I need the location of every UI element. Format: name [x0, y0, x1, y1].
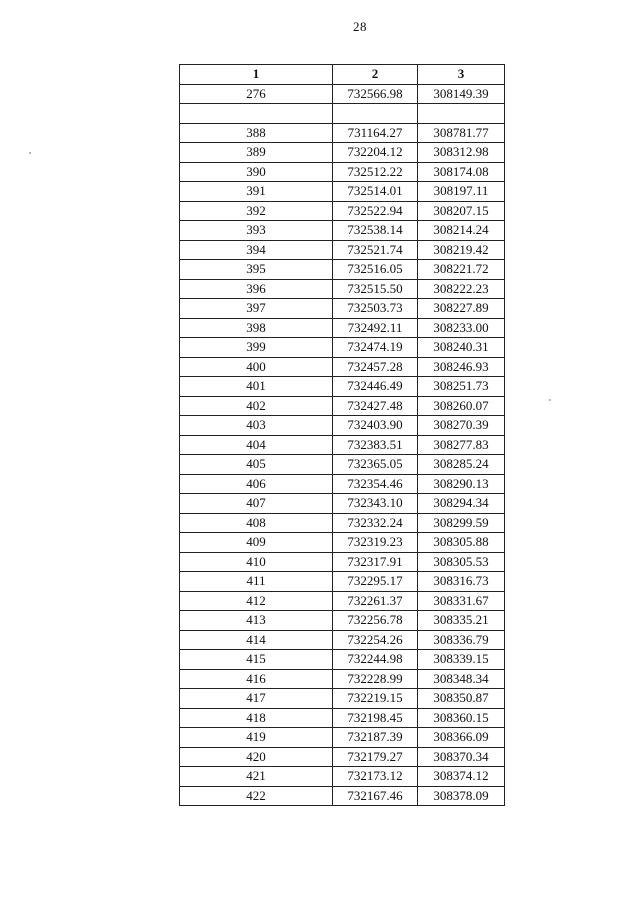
x-coordinate-cell: 732521.74	[333, 240, 418, 260]
y-coordinate-cell: 308299.59	[418, 513, 505, 533]
y-coordinate-cell: 308214.24	[418, 221, 505, 241]
x-coordinate-cell: 732403.90	[333, 416, 418, 436]
table-row	[180, 240, 505, 260]
point-number-cell: 404	[180, 435, 333, 455]
y-coordinate-cell: 308260.07	[418, 396, 505, 416]
point-number-cell: 391	[180, 182, 333, 202]
table-row	[180, 182, 505, 202]
x-coordinate-cell: 732219.15	[333, 689, 418, 709]
y-coordinate-cell: 308222.23	[418, 279, 505, 299]
table-row	[180, 104, 505, 124]
point-number-cell: 389	[180, 143, 333, 163]
x-coordinate-cell: 732354.46	[333, 474, 418, 494]
table-row	[180, 201, 505, 221]
table-row	[180, 357, 505, 377]
x-coordinate-cell: 732515.50	[333, 279, 418, 299]
point-number-cell: 412	[180, 591, 333, 611]
x-coordinate-cell: 732446.49	[333, 377, 418, 397]
x-coordinate-cell: 732503.73	[333, 299, 418, 319]
y-coordinate-cell: 308350.87	[418, 689, 505, 709]
y-coordinate-cell: 308335.21	[418, 611, 505, 631]
point-number-cell: 408	[180, 513, 333, 533]
scan-speck	[549, 399, 551, 401]
y-coordinate-cell: 308290.13	[418, 474, 505, 494]
y-coordinate-cell: 308294.34	[418, 494, 505, 514]
y-coordinate-cell: 308374.12	[418, 767, 505, 787]
table-row	[180, 260, 505, 280]
table-row	[180, 728, 505, 748]
point-number-cell: 409	[180, 533, 333, 553]
y-coordinate-cell: 308197.11	[418, 182, 505, 202]
x-coordinate-cell: 732383.51	[333, 435, 418, 455]
y-coordinate-cell: 308233.00	[418, 318, 505, 338]
point-number-cell: 402	[180, 396, 333, 416]
y-coordinate-cell: 308312.98	[418, 143, 505, 163]
x-coordinate-cell: 732474.19	[333, 338, 418, 358]
y-coordinate-cell: 308207.15	[418, 201, 505, 221]
coordinates-table	[179, 64, 505, 806]
header-row	[180, 65, 505, 85]
point-number-cell: 421	[180, 767, 333, 787]
table-row	[180, 396, 505, 416]
x-coordinate-cell: 732516.05	[333, 260, 418, 280]
table-row	[180, 767, 505, 787]
table-header	[180, 65, 505, 85]
x-coordinate-cell: 732522.94	[333, 201, 418, 221]
point-number-cell: 418	[180, 708, 333, 728]
point-number-cell: 414	[180, 630, 333, 650]
x-coordinate-cell: 732295.17	[333, 572, 418, 592]
column-header-x: 2	[333, 65, 418, 85]
point-number-cell: 399	[180, 338, 333, 358]
table-row	[180, 84, 505, 104]
table-row	[180, 533, 505, 553]
table-row	[180, 669, 505, 689]
table-row	[180, 552, 505, 572]
point-number-cell: 407	[180, 494, 333, 514]
x-coordinate-cell: 732256.78	[333, 611, 418, 631]
table-row	[180, 494, 505, 514]
x-coordinate-cell	[333, 104, 418, 124]
x-coordinate-cell: 732538.14	[333, 221, 418, 241]
x-coordinate-cell: 732365.05	[333, 455, 418, 475]
point-number-cell: 422	[180, 786, 333, 806]
point-number-cell: 403	[180, 416, 333, 436]
y-coordinate-cell: 308360.15	[418, 708, 505, 728]
table-row	[180, 786, 505, 806]
table-row	[180, 689, 505, 709]
y-coordinate-cell	[418, 104, 505, 124]
x-coordinate-cell: 732228.99	[333, 669, 418, 689]
point-number-cell: 411	[180, 572, 333, 592]
table-body	[180, 84, 505, 806]
y-coordinate-cell: 308305.53	[418, 552, 505, 572]
x-coordinate-cell: 732512.22	[333, 162, 418, 182]
x-coordinate-cell: 732187.39	[333, 728, 418, 748]
point-number-cell: 413	[180, 611, 333, 631]
y-coordinate-cell: 308305.88	[418, 533, 505, 553]
point-number-cell: 393	[180, 221, 333, 241]
table-row	[180, 416, 505, 436]
x-coordinate-cell: 732332.24	[333, 513, 418, 533]
x-coordinate-cell: 732427.48	[333, 396, 418, 416]
point-number-cell	[180, 104, 333, 124]
table-row	[180, 630, 505, 650]
x-coordinate-cell: 732566.98	[333, 84, 418, 104]
table-row	[180, 455, 505, 475]
y-coordinate-cell: 308316.73	[418, 572, 505, 592]
x-coordinate-cell: 732319.23	[333, 533, 418, 553]
y-coordinate-cell: 308149.39	[418, 84, 505, 104]
y-coordinate-cell: 308227.89	[418, 299, 505, 319]
table-row	[180, 708, 505, 728]
y-coordinate-cell: 308370.34	[418, 747, 505, 767]
table-row	[180, 123, 505, 143]
table-row	[180, 279, 505, 299]
x-coordinate-cell: 731164.27	[333, 123, 418, 143]
table-row	[180, 162, 505, 182]
x-coordinate-cell: 732179.27	[333, 747, 418, 767]
x-coordinate-cell: 732514.01	[333, 182, 418, 202]
table-row	[180, 611, 505, 631]
y-coordinate-cell: 308378.09	[418, 786, 505, 806]
point-number-cell: 410	[180, 552, 333, 572]
point-number-cell: 390	[180, 162, 333, 182]
point-number-cell: 405	[180, 455, 333, 475]
x-coordinate-cell: 732343.10	[333, 494, 418, 514]
table-row	[180, 143, 505, 163]
table-row	[180, 377, 505, 397]
x-coordinate-cell: 732167.46	[333, 786, 418, 806]
table-row	[180, 591, 505, 611]
point-number-cell: 394	[180, 240, 333, 260]
y-coordinate-cell: 308251.73	[418, 377, 505, 397]
table-row	[180, 435, 505, 455]
y-coordinate-cell: 308336.79	[418, 630, 505, 650]
page-number: 28	[353, 19, 367, 34]
point-number-cell: 419	[180, 728, 333, 748]
y-coordinate-cell: 308270.39	[418, 416, 505, 436]
table-row	[180, 572, 505, 592]
point-number-cell: 417	[180, 689, 333, 709]
y-coordinate-cell: 308277.83	[418, 435, 505, 455]
table-row	[180, 338, 505, 358]
point-number-cell: 392	[180, 201, 333, 221]
x-coordinate-cell: 732254.26	[333, 630, 418, 650]
y-coordinate-cell: 308348.34	[418, 669, 505, 689]
table-row	[180, 747, 505, 767]
y-coordinate-cell: 308240.31	[418, 338, 505, 358]
x-coordinate-cell: 732317.91	[333, 552, 418, 572]
column-header-point: 1	[180, 65, 333, 85]
x-coordinate-cell: 732204.12	[333, 143, 418, 163]
point-number-cell: 388	[180, 123, 333, 143]
point-number-cell: 420	[180, 747, 333, 767]
point-number-cell: 406	[180, 474, 333, 494]
y-coordinate-cell: 308366.09	[418, 728, 505, 748]
y-coordinate-cell: 308246.93	[418, 357, 505, 377]
point-number-cell: 397	[180, 299, 333, 319]
y-coordinate-cell: 308781.77	[418, 123, 505, 143]
y-coordinate-cell: 308339.15	[418, 650, 505, 670]
x-coordinate-cell: 732457.28	[333, 357, 418, 377]
y-coordinate-cell: 308219.42	[418, 240, 505, 260]
table-row	[180, 299, 505, 319]
column-header-y: 3	[418, 65, 505, 85]
table-row	[180, 650, 505, 670]
point-number-cell: 400	[180, 357, 333, 377]
point-number-cell: 395	[180, 260, 333, 280]
x-coordinate-cell: 732198.45	[333, 708, 418, 728]
table-row	[180, 318, 505, 338]
point-number-cell: 401	[180, 377, 333, 397]
point-number-cell: 396	[180, 279, 333, 299]
y-coordinate-cell: 308285.24	[418, 455, 505, 475]
y-coordinate-cell: 308221.72	[418, 260, 505, 280]
table-row	[180, 513, 505, 533]
x-coordinate-cell: 732173.12	[333, 767, 418, 787]
x-coordinate-cell: 732492.11	[333, 318, 418, 338]
table-row	[180, 474, 505, 494]
scan-speck	[29, 152, 31, 154]
point-number-cell: 415	[180, 650, 333, 670]
point-number-cell: 416	[180, 669, 333, 689]
y-coordinate-cell: 308174.08	[418, 162, 505, 182]
point-number-cell: 398	[180, 318, 333, 338]
x-coordinate-cell: 732244.98	[333, 650, 418, 670]
y-coordinate-cell: 308331.67	[418, 591, 505, 611]
table-row	[180, 221, 505, 241]
x-coordinate-cell: 732261.37	[333, 591, 418, 611]
point-number-cell: 276	[180, 84, 333, 104]
